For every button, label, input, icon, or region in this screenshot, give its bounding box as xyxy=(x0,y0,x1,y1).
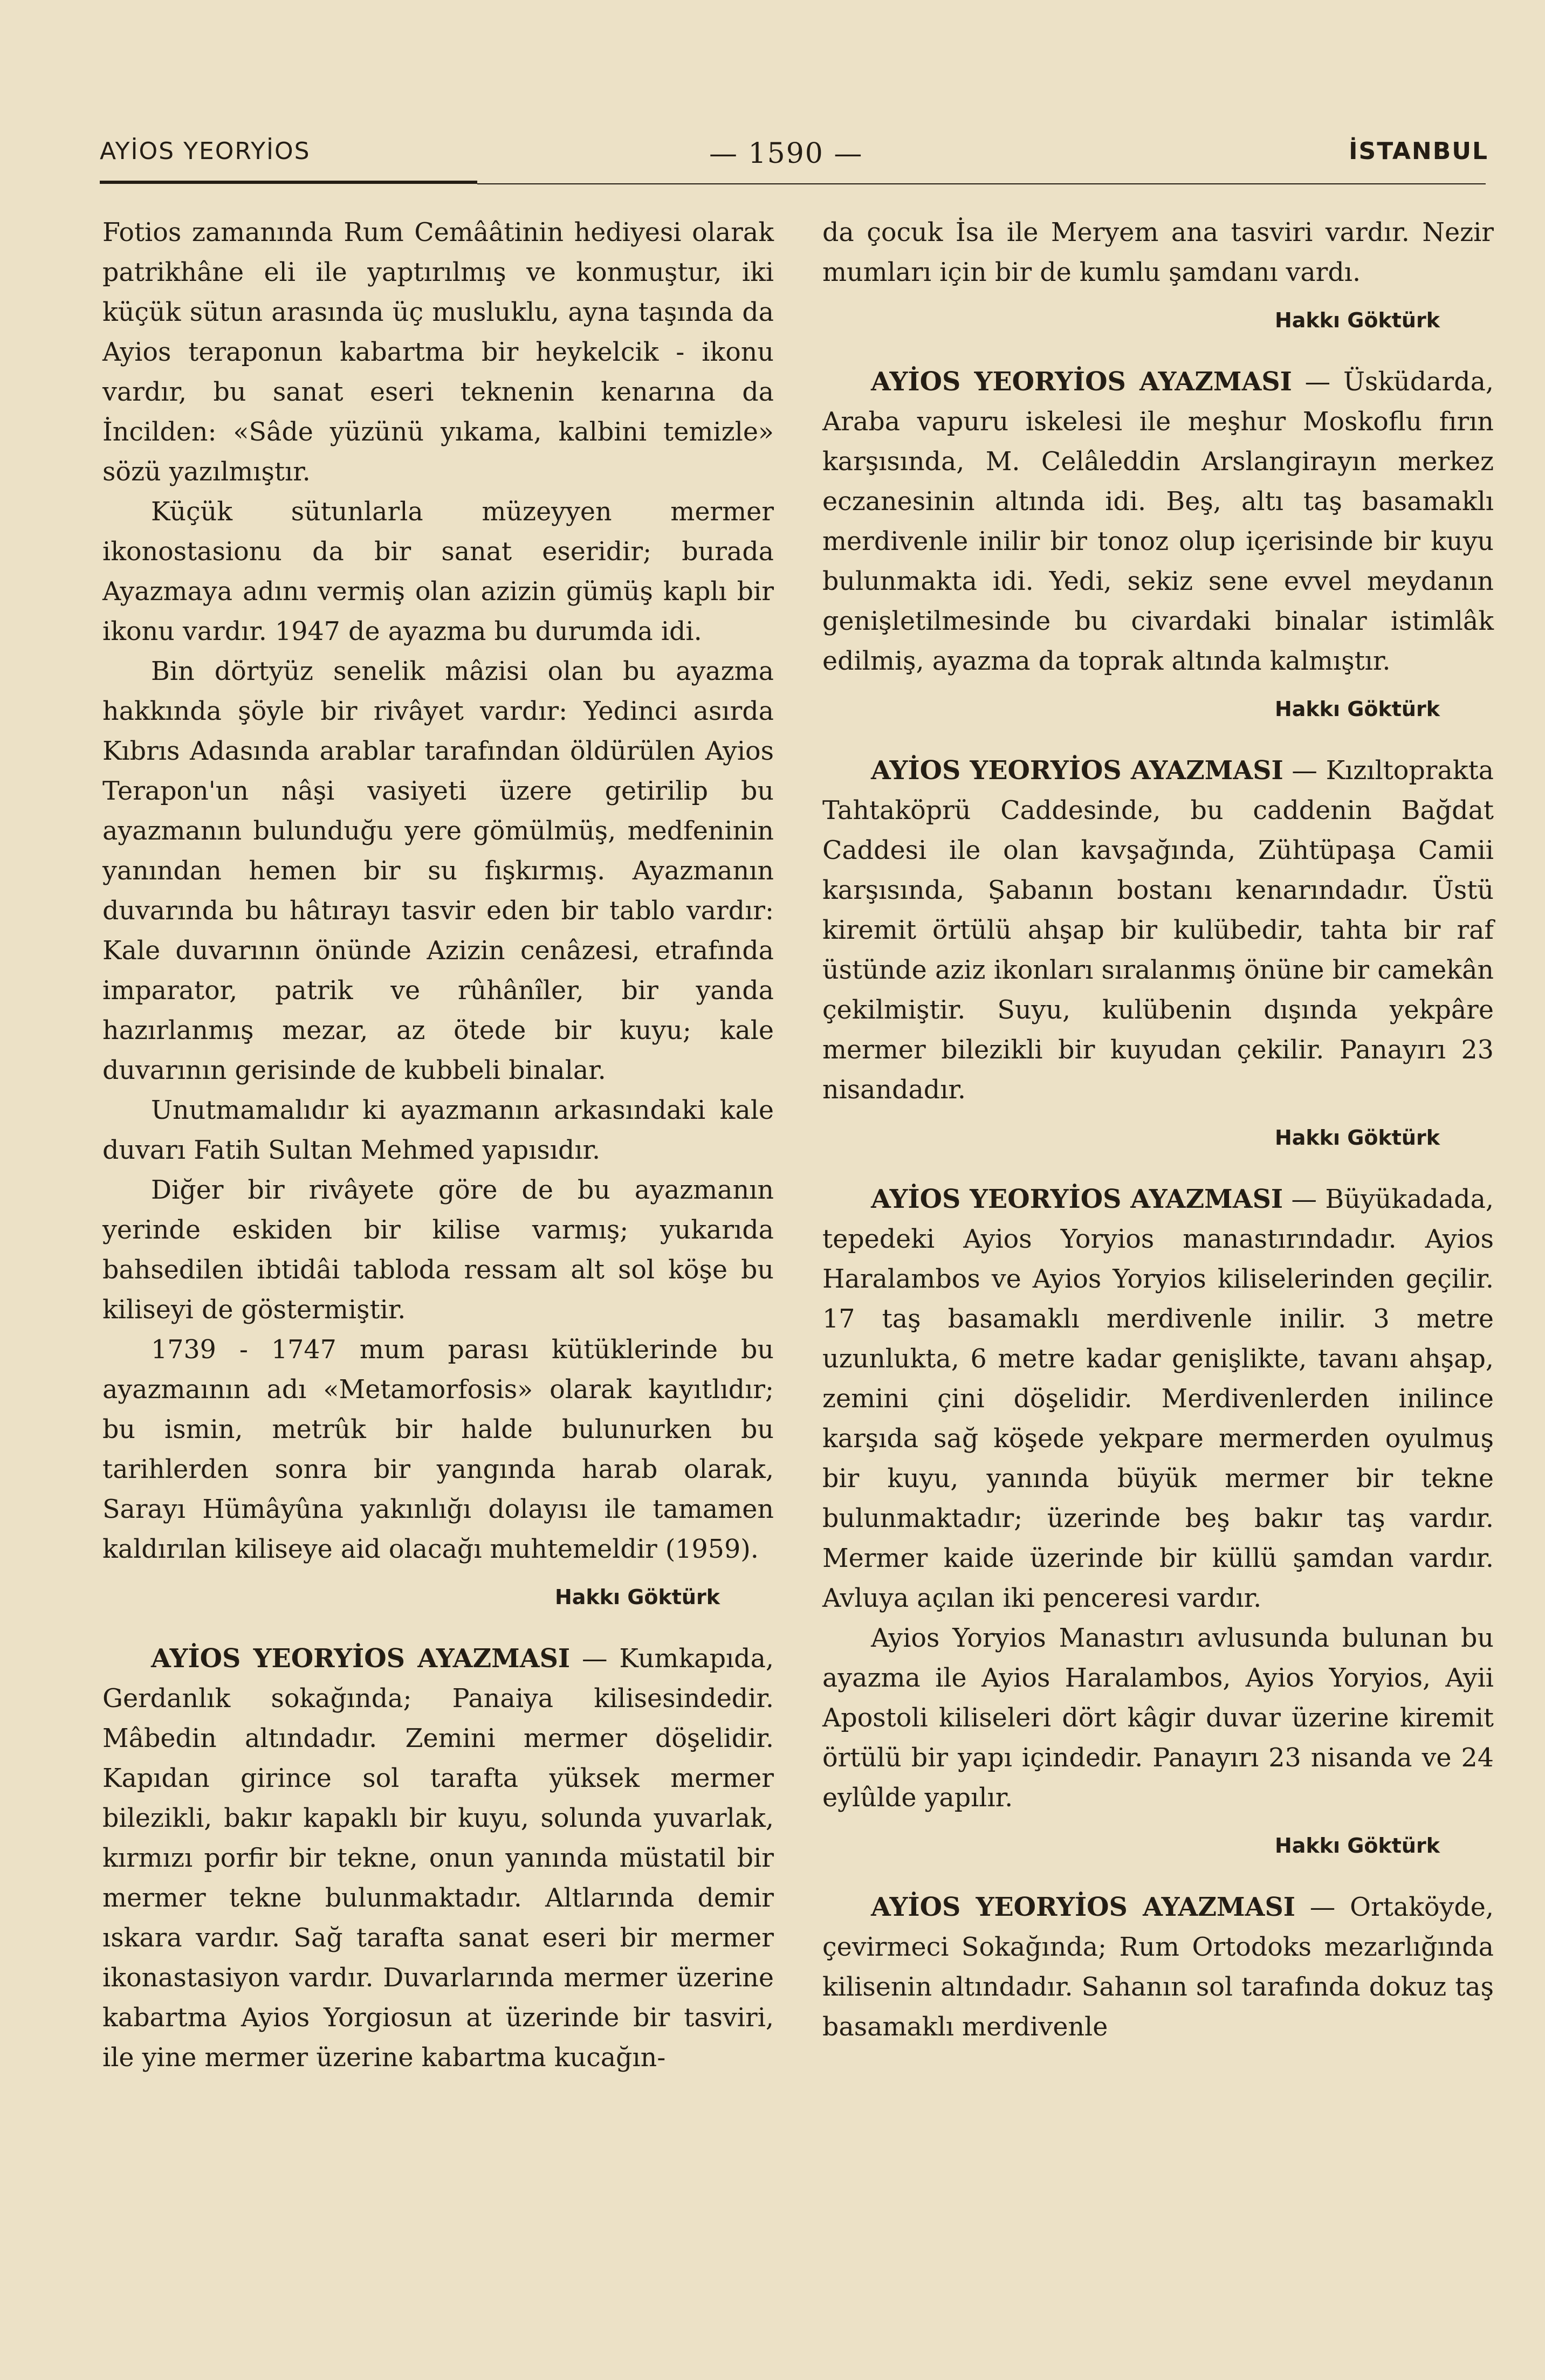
entry-body: — Kumkapıda, Gerdanlık sokağında; Panaiya kilisesindedir. Mâbedin altındadır. Zemini mermer döşelidir. Kapıdan girince sol tarafta yüksek mermer bilezikli, bakır kapaklı bir kuyu, solunda yuvarlak, kırmızı porfir bir tekne, onun yanında müstatil bir mermer tekne bulunmaktadır. Altlarında demir ıskara vardır. Sağ tarafta sanat eseri bir mermer ikonastasiyon vardır. Duvarlarında mermer üzerine kabartma Ayios Yorgiosun at üzerinde bir tasviri, ile yine mermer üzerine kabartma kucağın- xyxy=(102,1644,774,2073)
entry xyxy=(102,1639,774,2078)
entry-title: AYİOS YEORYİOS AYAZMASI xyxy=(871,755,1283,786)
entry xyxy=(822,1179,1494,1619)
entry-title: AYİOS YEORYİOS AYAZMASI xyxy=(871,1892,1295,1922)
entry-body: — Büyükadada, tepedeki Ayios Yoryios manastırındadır. Ayios Haralambos ve Ayios Yoryios kiliselerinden geçilir. 17 taş basamaklı merdivenle inilir. 3 metre uzunlukta, 6 metre kadar genişlikte, tavanı ahşap, zemini çini döşelidir. Merdivenlerden inilince karşıda sağ köşede yekpare mermerden oyulmuş bir kuyu, yanında büyük mermer bir tekne bulunmaktadır; üzerinde beş bakır taş vardır. Mermer kaide üzerinde bir küllü şamdan vardır. Avluya açılan iki penceresi vardır. xyxy=(822,1185,1494,1613)
running-head-right: İSTANBUL xyxy=(1349,137,1488,165)
running-head-left: AYİOS YEORYİOS xyxy=(100,137,311,165)
page-number: — 1590 — xyxy=(709,137,863,170)
paragraph: Unutmamalıdır ki ayazmanın arkasındaki kale duvarı Fatih Sultan Mehmed yapısıdır. xyxy=(102,1096,774,1165)
entry-title: AYİOS YEORYİOS AYAZMASI xyxy=(151,1643,571,1674)
paragraph: Ayios Yoryios Manastırı avlusunda bulunan bu ayazma ile Ayios Haralambos, Ayios Yoryios, Ayii Apostoli kiliseleri dört kâgir duvar üzerine kiremit örtülü bir yapı içindedir. Panayırı 23 nisanda ve 24 eylûlde yapılır. xyxy=(822,1624,1494,1813)
paragraph: Fotios zamanında Rum Cemââtinin hediyesi olarak patrikhâne eli ile yaptırılmış ve konmuştur, iki küçük sütun arasında üç musluklu, ayna taşında da Ayios teraponun kabartma bir heykelcik - ikonu vardır, bu sanat eseri teknenin kenarına da İncilden: «Sâde yüzünü yıkama, kalbini temizle» sözü yazılmıştır. xyxy=(102,218,774,487)
entry xyxy=(822,1887,1494,2047)
author-signature: Hakkı Göktürk xyxy=(1274,1834,1440,1858)
entry xyxy=(822,362,1494,682)
paragraph: Bin dörtyüz senelik mâzisi olan bu ayazma hakkında şöyle bir rivâyet vardır: Yedinci asırda Kıbrıs Adasında arablar tarafından öldürülen Ayios Terapon'un nâşi vasiyeti üzere getirilip bu ayazmanın bulunduğu yere gömülmüş, medfeninin yanından hemen bir su fışkırmış. Ayazmanın duvarında bu hâtırayı tasvir eden bir tablo vardır: Kale duvarının önünde Azizin cenâzesi, etrafında imparator, patrik ve rûhânîler, bir yanda hazırlanmış mezar, az ötede bir kuyu; kale duvarının gerisinde de kubbeli binalar. xyxy=(102,657,774,1085)
entry-body: — Ortaköyde, çevirmeci Sokağında; Rum Ortodoks mezarlığında kilisenin altındadır. Sahanın sol tarafında dokuz taş basamaklı merdivenle xyxy=(822,1893,1494,2042)
author-signature: Hakkı Göktürk xyxy=(1274,308,1440,332)
page-header xyxy=(100,137,1488,175)
entry xyxy=(822,751,1494,1110)
author-signature: Hakkı Göktürk xyxy=(1274,1126,1440,1150)
paragraph: 1739 - 1747 mum parası kütüklerinde bu ayazmaının adı «Metamorfosis» olarak kayıtlıdır; bu ismin, metrûk bir halde bulunurken bu tarihlerden sonra bir yangında harab olarak, Sarayı Hümâyûna yakınlığı dolayısı ile tamamen kaldırılan kiliseye aid olacağı muhtemeldir (1959). xyxy=(102,1335,774,1564)
header-rule-thin xyxy=(477,183,1486,184)
entry-body: — Kızıltoprakta Tahtaköprü Caddesinde, bu caddenin Bağdat Caddesi ile olan kavşağında, Zühtüpaşa Camii karşısında, Şabanın bostanı kenarındadır. Üstü kiremit örtülü ahşap bir kulübedir, tahta bir raf üstünde aziz ikonları sıralanmış önüne bir camekân çekilmiştir. Suyu, kulübenin dışında yekpâre mermer bilezikli bir kuyudan çekilir. Panayırı 23 nisandadır. xyxy=(822,756,1494,1105)
author-signature: Hakkı Göktürk xyxy=(1274,697,1440,721)
entry-title: AYİOS YEORYİOS AYAZMASI xyxy=(871,367,1292,397)
right-column xyxy=(822,213,1494,2047)
entry-title: AYİOS YEORYİOS AYAZMASI xyxy=(871,1184,1283,1214)
paragraph: Küçük sütunlarla müzeyyen mermer ikonostasionu da bir sanat eseridir; burada Ayazmaya adını vermiş olan azizin gümüş kaplı bir ikonu vardır. 1947 de ayazma bu durumda idi. xyxy=(102,497,774,646)
header-rule-thick xyxy=(100,181,477,184)
left-column xyxy=(102,213,774,2078)
paragraph: Diğer bir rivâyete göre de bu ayazmanın yerinde eskiden bir kilise varmış; yukarıda bahsedilen ibtidâi tabloda ressam alt sol köşe bu kiliseyi de göstermiştir. xyxy=(102,1175,774,1325)
paragraph: da çocuk İsa ile Meryem ana tasviri vardır. Nezir mumları için bir de kumlu şamdanı vardı. xyxy=(822,218,1494,287)
entry-body: — Üsküdarda, Araba vapuru iskelesi ile meşhur Moskoflu fırın karşısında, M. Celâleddin Arslangirayın merkez eczanesinin altında idi. Beş, altı taş basamaklı merdivenle inilir bir tonoz olup içerisinde bir kuyu bulunmakta idi. Yedi, sekiz sene evvel meydanın genişletilmesinde bu civardaki binalar istimlâk edilmiş, ayazma da toprak altında kalmıştır. xyxy=(822,367,1494,676)
author-signature: Hakkı Göktürk xyxy=(554,1585,720,1609)
